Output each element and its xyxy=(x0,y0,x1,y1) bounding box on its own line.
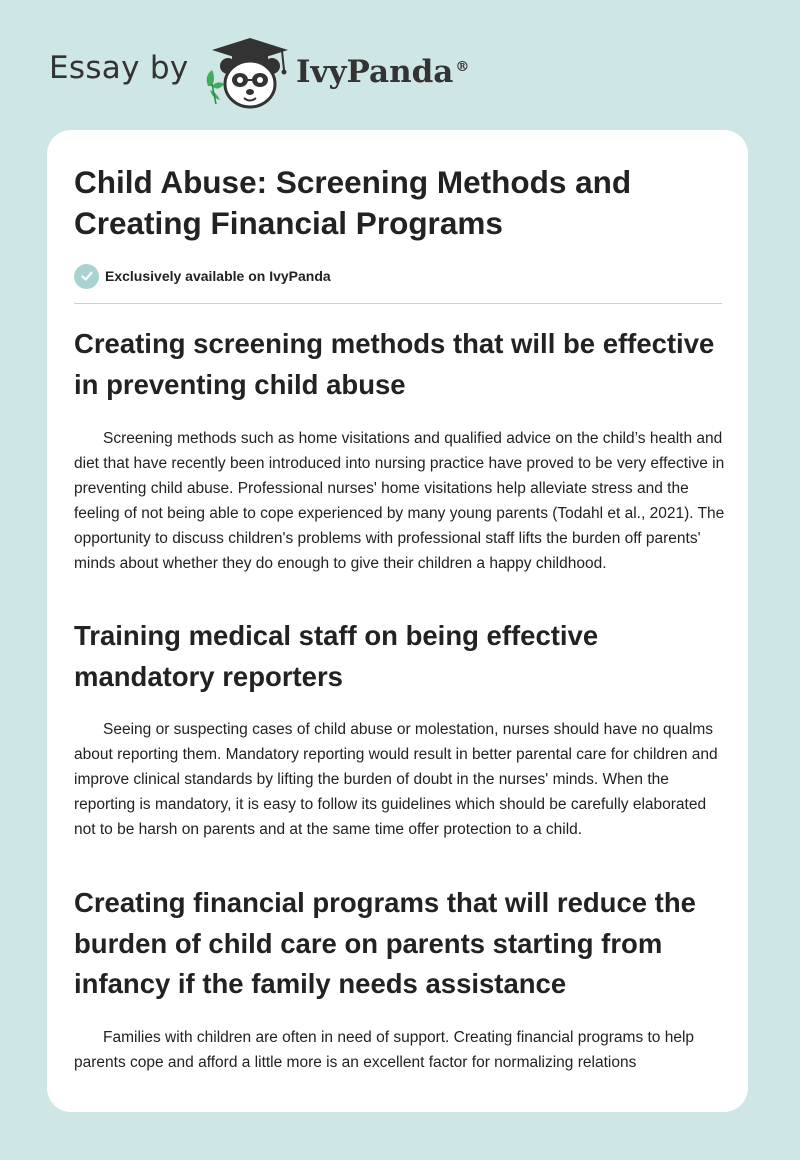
section-paragraph: Screening methods such as home visitations and qualified advice on the child’s health and diet that have recently been introduced into nursing practice have proved to be very effective in preventing child abuse. Professional nurses' home visitations help alleviate stress and the feeling of not being able to cope experienced by many young parents (Todahl et al., 2021). The opportunity to discuss children's problems with professional staff lifts the burden off parents' minds about whether they do enough to give their children a happy childhood. xyxy=(74,430,725,572)
essay-card xyxy=(47,130,748,1112)
exclusive-badge xyxy=(74,263,331,289)
divider xyxy=(74,303,722,304)
section-heading: Training medical staff on being effective mandatory reporters xyxy=(74,620,599,692)
page-header xyxy=(0,0,800,130)
check-icon xyxy=(74,264,99,289)
brand-name[interactable] xyxy=(296,54,469,90)
section-heading: Creating screening methods that will be effective in preventing child abuse xyxy=(74,328,715,400)
registered-mark: ® xyxy=(455,58,470,75)
badge-label: Exclusively available on IvyPanda xyxy=(105,268,331,284)
page-title: Child Abuse: Screening Methods and Creating Financial Programs xyxy=(74,164,632,241)
section-paragraph: Families with children are often in need of support. Creating financial programs to help parents cope and afford a little more is an excellent factor for normalizing relations xyxy=(74,1029,695,1071)
section-paragraph: Seeing or suspecting cases of child abuse or molestation, nurses should have no qualms about reporting them. Mandatory reporting would result in better parental care for children and improve clinical standards by lifting the burden of doubt in the nurses' minds. When the reporting is mandatory, it is easy to follow its guidelines which should be carefully elaborated not to be harsh on parents and at the same time offer protection to a child. xyxy=(74,721,718,838)
brand-prefix: Essay by xyxy=(49,50,189,86)
leaf-icon xyxy=(207,70,224,104)
panda-graduate-icon xyxy=(202,34,294,110)
section-heading: Creating financial programs that will reduce the burden of child care on parents starting from infancy if the family needs assistance xyxy=(74,887,696,999)
brand-name-text: IvyPanda xyxy=(296,54,454,90)
